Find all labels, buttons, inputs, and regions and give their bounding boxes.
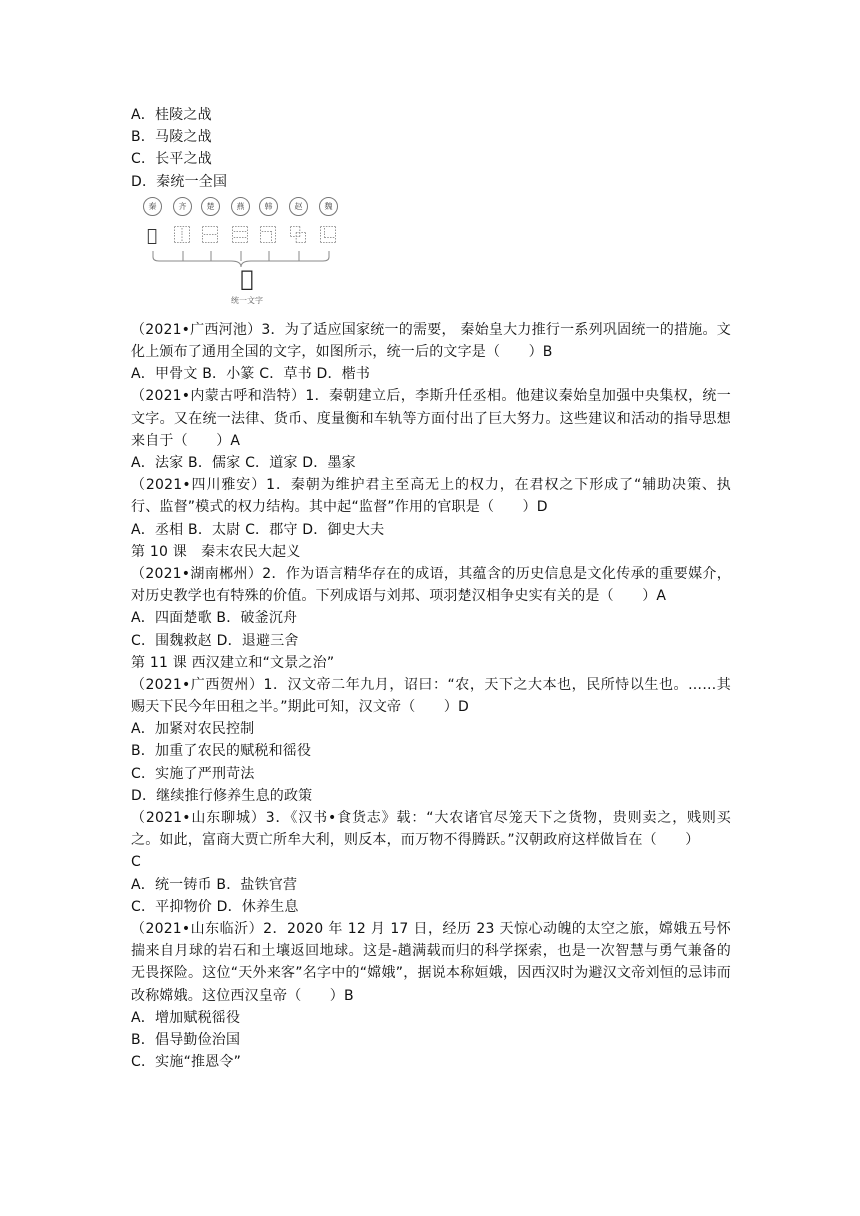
lesson-heading: 第 10 课 秦末农民大起义 [131,543,301,560]
option-line: C．长平之战 [131,151,212,168]
question-text: （2021•广西贺州）1．汉文帝二年九月，诏曰：“农，天下之大本也，民所恃以生也。……其赐天下民今年田租之半。”期此可知，汉文帝（ ）D [131,676,731,716]
question-text: （2021•湖南郴州）2．作为语言精华存在的成语，其蕴含的历史信息是文化传承的重要媒介，对历史教学也有特殊的价值。下列成语与刘邦、项羽楚汉相争史实有关的是（ ）A [131,565,731,605]
ancient-glyph: ⿺ [319,225,337,246]
ancient-glyph: ⿹ [259,225,277,246]
question-options: C．平抑物价 D．休养生息 [131,898,299,915]
option-line: B．马陵之战 [131,129,212,146]
question-options: A．四面楚歌 B．破釜沉舟 [131,610,298,627]
option-line: A．桂陵之战 [131,107,212,123]
ancient-glyph: ⿰ [173,225,191,246]
state-label-yan: 燕 [231,197,250,216]
question-options: A．法家 B．儒家 C．道家 D．墨家 [131,454,356,471]
state-label-han: 韩 [259,197,278,216]
question-option: C．实施了严刑苛法 [131,765,255,782]
question-option: A．增加赋税徭役 [131,1009,241,1026]
state-label-qin: 秦 [143,197,162,216]
state-label-qi: 齐 [173,197,192,216]
question-option: C．实施“推恩令” [131,1054,242,1071]
question-answer: C [131,854,141,871]
lesson-heading: 第 11 课 西汉建立和“文景之治” [131,654,335,671]
question-text: （2021•广西河池）3．为了适应国家统一的需要， 秦始皇大力推行一系列巩固统一的措施。文化上颁布了通用全国的文字，如图所示，统一后的文字是（ ）B [131,321,731,360]
question-options: C．围魏救赵 D．退避三舍 [131,632,299,649]
question-options: A．甲骨文 B．小篆 C．草书 D．楷书 [131,366,371,383]
question-option: A．加紧对农民控制 [131,721,255,738]
question-option: D．继续推行修养生息的政策 [131,787,313,804]
option-line: D．秦统一全国 [131,173,228,190]
question-text: （2021•四川雅安）1．秦朝为维护君主至高无上的权力，在君权之下形成了“辅助决策、执行、监督”模式的权力结构。其中起“监督”作用的官职是（ ）D [131,477,731,516]
unified-glyph: 𢑚 [240,266,254,292]
state-label-zhao: 赵 [289,197,308,216]
question-text: （2021•内蒙古呼和浩特）1．秦朝建立后，李斯升任丞相。他建议秦始皇加强中央集权，统一文字。又在统一法律、货币、度量衡和车轨等方面付出了巨大努力。这些建议和活动的指导思想来自于（ ）A [131,388,731,449]
question-option: B．倡导勤俭治国 [131,1032,241,1049]
ancient-glyph: ⿳ [231,225,249,246]
document-page [131,104,731,1073]
ancient-glyph: ⿻ [289,225,307,246]
question-options: A．丞相 B．太尉 C．郡守 D．御史大夫 [131,521,385,538]
ancient-glyph: ⿱ [201,225,219,246]
question-text: （2021•山东临沂）2．2020 年 12 月 17 日，经历 23 天惊心动魄的太空之旅，嫦娥五号怀揣来自月球的岩石和土壤返回地球。这是-趟满载而归的科学探索，也是一次智慧与勇气兼备的无畏探险。这位“天外来客”名字中的“嫦娥”，据说本称姮娥，因西汉时为避汉文帝刘恒的忌讳而改称嫦娥。这位西汉皇帝（ ）B [131,921,731,1004]
question-option: B．加重了农民的赋税和徭役 [131,743,312,760]
figure-caption: 统一文字 [231,295,263,305]
question-text: （2021•山东聊城）3．《汉书•食货志》载：“大农诸官尽笼天下之货物，贵则卖之，贱则买之。如此，富商大贾亡所牟大利，则反本，而万物不得腾跃。”汉朝政府这样做旨在（ ） [131,810,731,849]
state-label-wei: 魏 [319,197,338,216]
question-options: A．统一铸币 B．盐铁官营 [131,876,298,893]
state-label-chu: 楚 [201,197,220,216]
script-unification-figure [131,195,351,317]
ancient-glyph: 𢑚 [146,225,158,246]
